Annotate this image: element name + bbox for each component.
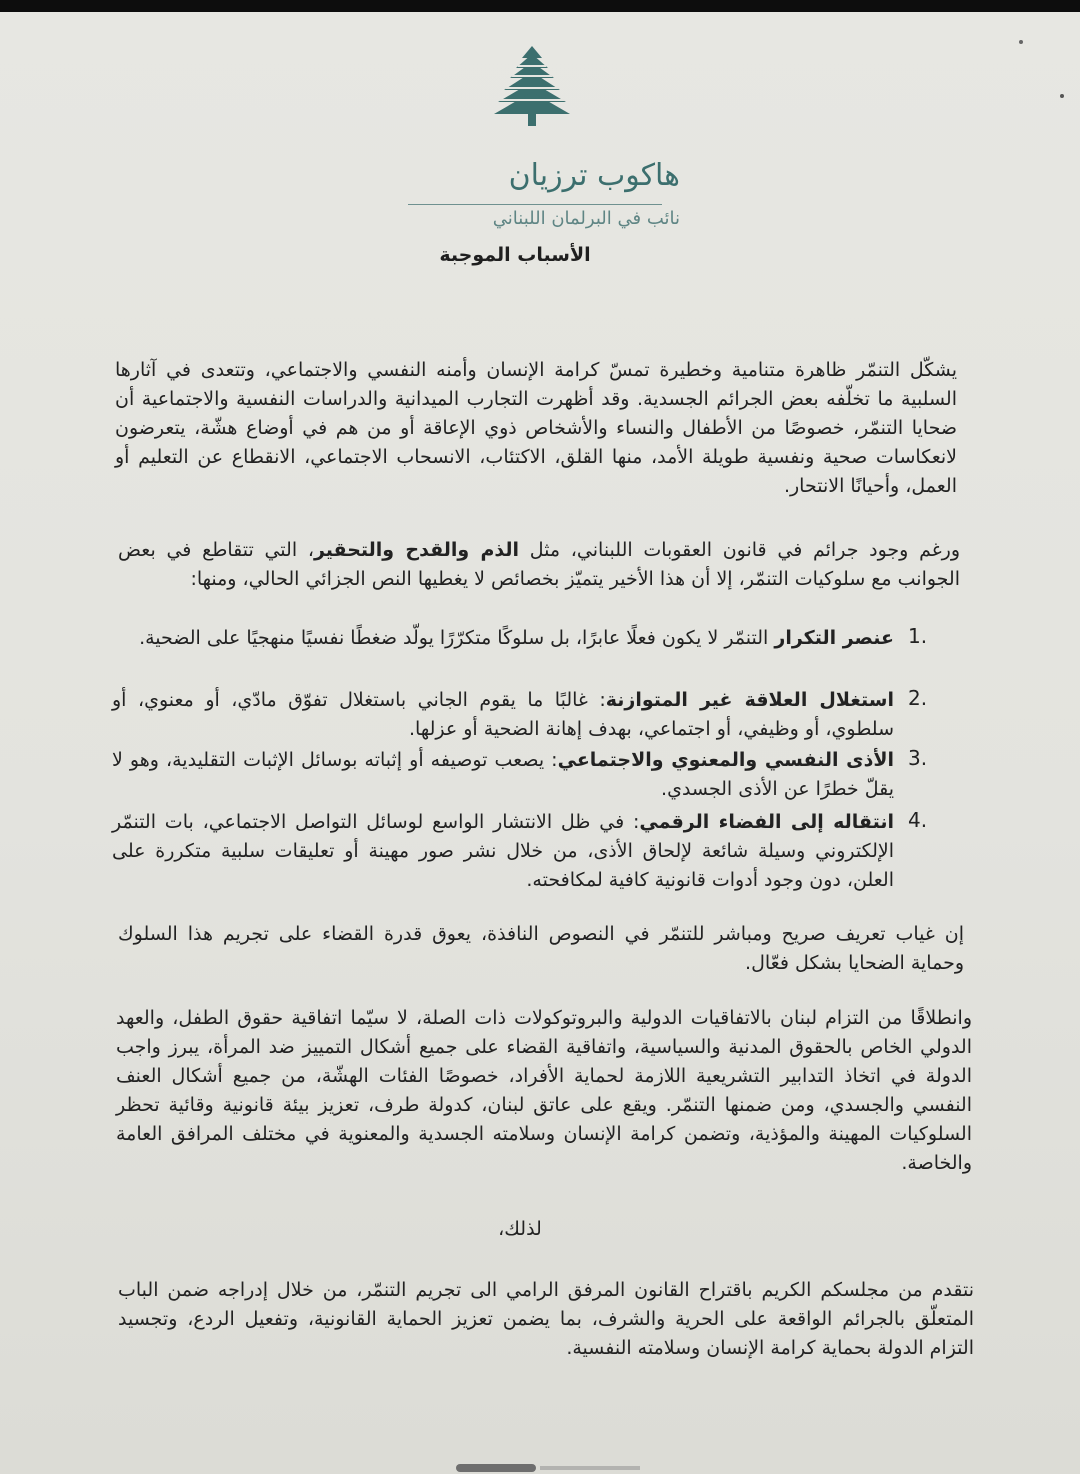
top-edge — [0, 0, 1080, 12]
list-item-text — [112, 808, 894, 895]
footer-marking — [456, 1464, 536, 1472]
list-item — [112, 686, 938, 744]
letterhead — [380, 40, 700, 230]
paragraph-penal-code-end: ، التي تتقاطع في بعض الجوانب مع سلوكيات التنمّر، إلا أن هذا الأخير يتميّز بخصائص لا يغطيها النص الجزائي الحالي، ومنها: — [118, 539, 960, 590]
paragraph-definition-gap: إن غياب تعريف صريح ومباشر للتنمّر في النصوص النافذة، يعوق قدرة القضاء على تجريم هذا السلوك وحماية الضحايا بشكل فعّال. — [118, 923, 964, 974]
paragraph-international-commitments: وانطلاقًا من التزام لبنان بالاتفاقيات الدولية والبروتوكولات ذات الصلة، لا سيّما اتفاقية حقوق الطفل، والعهد الدولي الخاص بالحقوق المدنية والسياسية، واتفاقية القضاء على جميع أشكال التمييز ضد المرأة، يبرز واجب الدولة في اتخاذ التدابير التشريعية اللازمة لحماية الأفراد، خصوصًا الفئات الهشّة، من جميع أشكال العنف النفسي والجسدي، ومن ضمنها التنمّر. ويقع على عاتق لبنان، كدولة طرف، تعزيز بيئة قانونية وقائية تحظر السلوكيات المهينة والمؤذية، وتضمن كرامة الإنسان وسلامته الجسدية والمعنوية في مختلف المرافق العامة والخاصة. — [116, 1007, 972, 1174]
list-item-body: : يصعب توصيفه أو إثباته بوسائل الإثبات التقليدية، وهو لا يقلّ خطرًا عن الأذى الجسدي. — [112, 749, 894, 800]
list-item-number: 3. — [908, 746, 928, 770]
document-page — [0, 12, 1080, 1474]
list-item-number: 2. — [908, 686, 928, 710]
list-item — [112, 808, 938, 896]
cedar-icon — [492, 44, 572, 130]
letterhead-name: هاكوب ترزيان — [508, 158, 680, 193]
paragraph-penal-code-start: ورغم وجود جرائم في قانون العقوبات اللبناني، مثل — [519, 539, 961, 561]
paper-speck — [1060, 94, 1064, 98]
paragraph-penal-code — [118, 536, 960, 598]
list-item-bold: انتقاله إلى الفضاء الرقمي — [639, 811, 894, 833]
footer-marking-faded — [540, 1466, 640, 1470]
list-item-text — [112, 624, 894, 653]
list-item-text — [112, 686, 894, 744]
list-item — [112, 746, 938, 804]
paper-speck — [1019, 40, 1023, 44]
list-item-number: 4. — [908, 808, 928, 832]
list-item-bold: الأذى النفسي والمعنوي والاجتماعي — [557, 749, 894, 771]
paragraph-penal-code-bold: الذم والقدح والتحقير — [313, 539, 520, 561]
list-item-body: : في ظل الانتشار الواسع لوسائل التواصل الاجتماعي، بات التنمّر الإلكتروني وسيلة شائعة لإلحاق الأذى، من خلال نشر صور مهينة أو تعليقات سلبية متكررة على العلن، دون وجود أدوات قانونية كافية لمكافحته. — [112, 811, 894, 891]
paragraph-proposal: نتقدم من مجلسكم الكريم باقتراح القانون المرفق الرامي الى تجريم التنمّر، من خلال إدراجه ضمن الباب المتعلّق بالجرائم الواقعة على الحرية والشرف، بما يضمن تعزيز الحماية القانونية، وتفعيل الردع، وتجسيد التزام الدولة بحماية كرامة الإنسان وسلامته النفسية. — [118, 1279, 974, 1359]
list-item-body: : غالبًا ما يقوم الجاني باستغلال تفوّق مادّي، أو معنوي، أو سلطوي، أو وظيفي، أو اجتماعي، بهدف إهانة الضحية أو عزلها. — [112, 689, 894, 740]
paragraph-therefore: لذلك، — [498, 1218, 542, 1240]
list-item-text — [112, 746, 894, 804]
paragraph-intro: يشكّل التنمّر ظاهرة متنامية وخطيرة تمسّ كرامة الإنسان وأمنه النفسي والاجتماعي، وتتعدى في آثارها السلبية ما تخلّفه بعض الجرائم الجسدية. وقد أظهرت التجارب الميدانية والدراسات النفسية والاجتماعية أن ضحايا التنمّر، خصوصًا من الأطفال والنساء والأشخاص ذوي الإعاقة أو من هم في أوضاع هشّة، يتعرضون لانعكاسات صحية ونفسية طويلة الأمد، منها القلق، الاكتئاب، الانسحاب الاجتماعي، الانقطاع عن التعليم أو العمل، وأحيانًا الانتحار. — [115, 359, 957, 497]
list-item — [112, 624, 938, 684]
list-item-bold: استغلال العلاقة غير المتوازنة — [605, 689, 894, 711]
document-heading: الأسباب الموجبة — [439, 244, 591, 266]
list-item-bold: عنصر التكرار — [774, 627, 894, 649]
letterhead-title: نائب في البرلمان اللبناني — [492, 208, 680, 229]
list-item-body: التنمّر لا يكون فعلًا عابرًا، بل سلوكًا متكرّرًا يولّد ضغطًا نفسيًا منهجيًا على الضحية. — [139, 627, 775, 649]
list-item-number: 1. — [908, 624, 928, 648]
letterhead-divider — [408, 204, 662, 205]
